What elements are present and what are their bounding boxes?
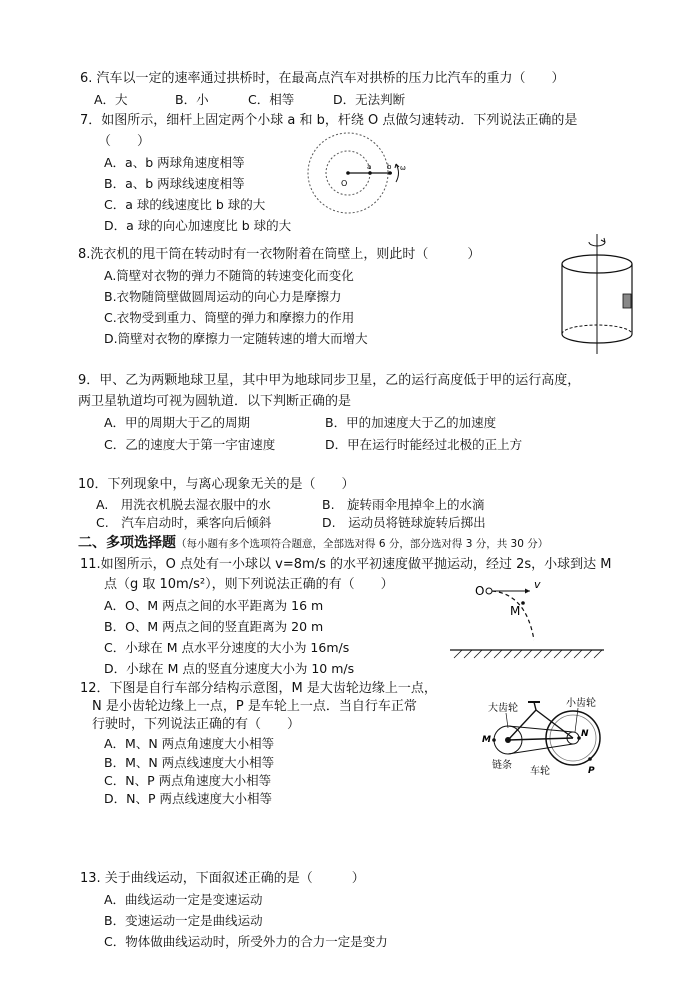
q11-stem-line2: 点（g 取 10m/s²），则下列说法正确的有（ ）	[104, 577, 394, 592]
q9-option-a: A．甲的周期大于乙的周期	[104, 415, 251, 430]
q12-stem-line1: 12．下图是自行车部分结构示意图，M 是大齿轮边缘上一点，	[80, 681, 437, 696]
q7-paren: （ ）	[98, 134, 151, 149]
q10-option-d: D. 运动员将链球旋转后掷出	[322, 515, 486, 530]
section2-note: （每小题有多个选项符合题意，全部选对得 6 分，部分选对得 3 分，共 30 分）	[176, 538, 549, 550]
q13-stem: 13. 关于曲线运动，下面叙述正确的是（ ）	[80, 871, 365, 886]
q13-option-b: B．变速运动一定是曲线运动	[104, 913, 263, 928]
q13-option-c: C．物体做曲线运动时，所受外力的合力一定是变力	[104, 934, 388, 949]
q8-option-a: A.筒壁对衣物的弹力不随筒的转速变化而变化	[104, 268, 354, 283]
q6-stem: 6. 汽车以一定的速率通过拱桥时，在最高点汽车对拱桥的压力比汽车的重力（ ）	[80, 71, 565, 86]
q9-option-c: C．乙的速度大于第一宇宙速度	[104, 437, 276, 452]
q8-option-c: C.衣物受到重力、筒壁的弹力和摩擦力的作用	[104, 310, 355, 325]
q12-fig-label-wheel: 车轮	[530, 766, 550, 777]
q7-stem: 7．如图所示，细杆上固定两个小球 a 和 b，杆绕 O 点做匀速转动．下列说法正确的是	[80, 113, 578, 128]
q12-option-a: A．M、N 两点角速度大小相等	[104, 736, 275, 751]
q7-fig-label-a: a	[367, 163, 372, 171]
q12-fig-label-small-gear: 小齿轮	[566, 698, 596, 709]
q7-option-a: A．a、b 两球角速度相等	[104, 155, 245, 170]
q7-fig-label-omega: ω	[400, 164, 406, 172]
q10-option-b: B. 旋转雨伞甩掉伞上的水滴	[322, 497, 485, 512]
q7-option-b: B．a、b 两球线速度相等	[104, 176, 245, 191]
q7-option-c: C．a 球的线速度比 b 球的大	[104, 197, 266, 212]
q7-fig-label-b: b	[387, 163, 392, 171]
q6-option-b: B．小	[175, 92, 209, 107]
q12-fig-label-big-gear: 大齿轮	[488, 703, 518, 714]
q12-fig-label-n: N	[581, 729, 589, 739]
q11-option-b: B．O、M 两点之间的竖直距离为 20 m	[104, 619, 324, 634]
q12-option-b: B．M、N 两点线速度大小相等	[104, 755, 275, 770]
q12-stem-line3: 行驶时，下列说法正确的有（ ）	[92, 717, 301, 732]
q8-option-b: B.衣物随筒壁做圆周运动的向心力是摩擦力	[104, 289, 342, 304]
q10-option-c: C. 汽车启动时，乘客向后倾斜	[96, 515, 272, 530]
q6-option-a: A．大	[94, 92, 128, 107]
q10-option-a: A. 用洗衣机脱去湿衣服中的水	[96, 497, 271, 512]
q7-option-d: D．a 球的向心加速度比 b 球的大	[104, 218, 292, 233]
q13-option-a: A．曲线运动一定是变速运动	[104, 892, 263, 907]
q9-stem-line1: 9．甲、乙为两颗地球卫星，其中甲为地球同步卫星，乙的运行高度低于甲的运行高度，	[78, 373, 581, 388]
q7-fig-label-o: O	[341, 179, 348, 188]
q11-fig-label-o: O	[475, 584, 485, 598]
q9-option-d: D．甲在运行时能经过北极的正上方	[325, 437, 523, 452]
q11-option-c: C．小球在 M 点水平分速度的大小为 16m/s	[104, 640, 350, 655]
q12-option-d: D．N、P 两点线速度大小相等	[104, 791, 272, 806]
rotating-rod-figure	[300, 128, 410, 228]
q6-option-c: C．相等	[248, 92, 295, 107]
q8-stem: 8.洗衣机的甩干筒在转动时有一衣物附着在筒壁上，则此时（ ）	[78, 247, 481, 262]
q8-option-d: D.筒壁对衣物的摩擦力一定随转速的增大而增大	[104, 331, 368, 346]
q9-option-b: B．甲的加速度大于乙的加速度	[325, 415, 497, 430]
bicycle-figure	[478, 690, 613, 785]
washing-drum-figure	[555, 232, 645, 357]
q12-fig-label-m: M	[482, 735, 491, 745]
q6-option-d: D．无法判断	[333, 92, 406, 107]
section2-title: 二、多项选择题	[78, 535, 176, 551]
section2-heading	[78, 534, 548, 553]
q12-stem-line2: N 是小齿轮边缘上一点，P 是车轮上一点．当自行车正常	[92, 699, 417, 714]
q12-fig-label-chain: 链条	[492, 760, 512, 771]
q9-stem-line2: 两卫星轨道均可视为圆轨道．以下判断正确的是	[78, 394, 352, 409]
projectile-figure	[448, 572, 608, 662]
q10-stem: 10．下列现象中，与离心现象无关的是（ ）	[78, 477, 355, 492]
q11-option-a: A．O、M 两点之间的水平距离为 16 m	[104, 598, 324, 613]
q12-option-c: C．N、P 两点角速度大小相等	[104, 773, 272, 788]
q11-option-d: D．小球在 M 点的竖直分速度大小为 10 m/s	[104, 661, 355, 676]
q12-fig-label-p: P	[588, 766, 595, 776]
q11-fig-label-m: M	[510, 604, 521, 618]
q11-stem-line1: 11.如图所示，O 点处有一小球以 v=8m/s 的水平初速度做平抛运动，经过 2s，小球到达 M	[80, 557, 612, 572]
q11-fig-label-v: v	[534, 578, 541, 591]
